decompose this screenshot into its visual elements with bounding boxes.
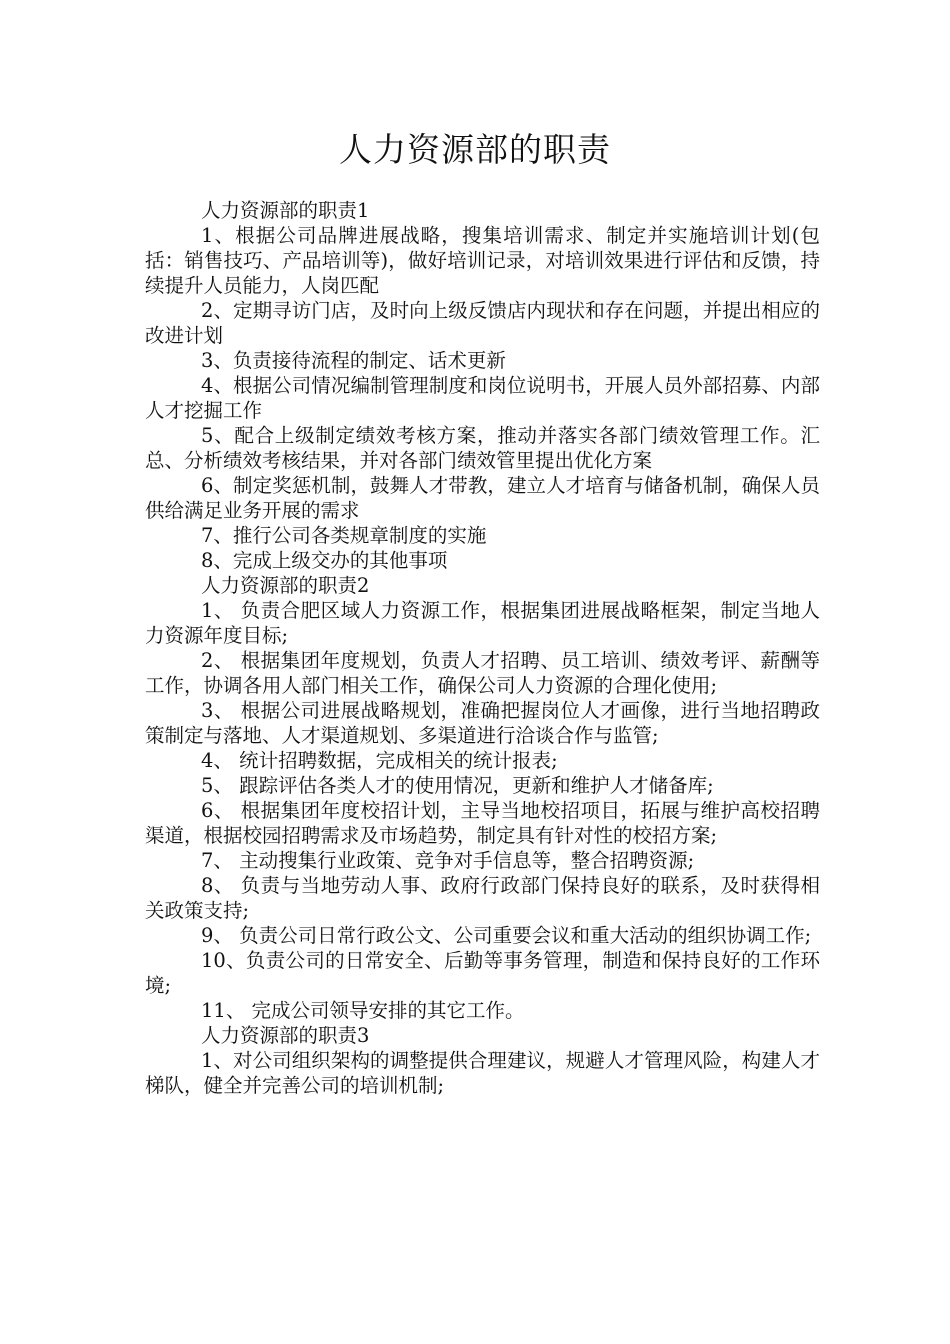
list-item: 10、负责公司的日常安全、后勤等事务管理，制造和保持良好的工作环境; — [145, 949, 820, 997]
section-heading: 人力资源部的职责3 — [201, 1024, 370, 1047]
list-item: 7、 主动搜集行业政策、竞争对手信息等，整合招聘资源; — [201, 849, 695, 872]
list-item: 3、负责接待流程的制定、话术更新 — [201, 349, 506, 372]
list-item: 2、 根据集团年度规划，负责人才招聘、员工培训、绩效考评、薪酬等工作，协调各用人部门相关工作，确保公司人力资源的合理化使用; — [145, 649, 820, 697]
list-item: 6、 根据集团年度校招计划，主导当地校招项目，拓展与维护高校招聘渠道，根据校园招聘需求及市场趋势，制定具有针对性的校招方案; — [145, 799, 820, 847]
list-item: 4、根据公司情况编制管理制度和岗位说明书，开展人员外部招募、内部人才挖掘工作 — [145, 374, 820, 422]
list-item: 1、对公司组织架构的调整提供合理建议，规避人才管理风险，构建人才梯队，健全并完善公司的培训机制; — [145, 1049, 820, 1097]
list-item: 9、 负责公司日常行政公文、公司重要会议和重大活动的组织协调工作; — [201, 924, 812, 947]
document-body — [145, 198, 820, 1098]
list-item: 5、配合上级制定绩效考核方案，推动并落实各部门绩效管理工作。汇总、分析绩效考核结果，并对各部门绩效管里提出优化方案 — [145, 424, 820, 472]
document-title: 人力资源部的职责 — [339, 130, 611, 169]
list-item: 2、定期寻访门店，及时向上级反馈店内现状和存在问题，并提出相应的改进计划 — [145, 299, 820, 347]
list-item: 8、 负责与当地劳动人事、政府行政部门保持良好的联系，及时获得相关政策支持; — [145, 874, 820, 922]
list-item: 7、推行公司各类规章制度的实施 — [201, 524, 487, 547]
list-item: 11、 完成公司领导安排的其它工作。 — [201, 999, 525, 1022]
list-item: 6、制定奖惩机制，鼓舞人才带教，建立人才培育与储备机制，确保人员供给满足业务开展的需求 — [145, 474, 820, 522]
list-item: 1、根据公司品牌进展战略，搜集培训需求、制定并实施培训计划(包括：销售技巧、产品培训等)，做好培训记录，对培训效果进行评估和反馈，持续提升人员能力，人岗匹配 — [145, 224, 820, 297]
section-heading: 人力资源部的职责1 — [201, 199, 370, 222]
list-item: 5、 跟踪评估各类人才的使用情况，更新和维护人才储备库; — [201, 774, 714, 797]
section-heading: 人力资源部的职责2 — [201, 574, 370, 597]
list-item: 1、 负责合肥区域人力资源工作，根据集团进展战略框架，制定当地人力资源年度目标; — [145, 599, 820, 647]
list-item: 3、 根据公司进展战略规划，准确把握岗位人才画像，进行当地招聘政策制定与落地、人才渠道规划、多渠道进行洽谈合作与监管; — [145, 699, 820, 747]
list-item: 8、完成上级交办的其他事项 — [201, 549, 448, 572]
list-item: 4、 统计招聘数据，完成相关的统计报表; — [201, 749, 558, 772]
